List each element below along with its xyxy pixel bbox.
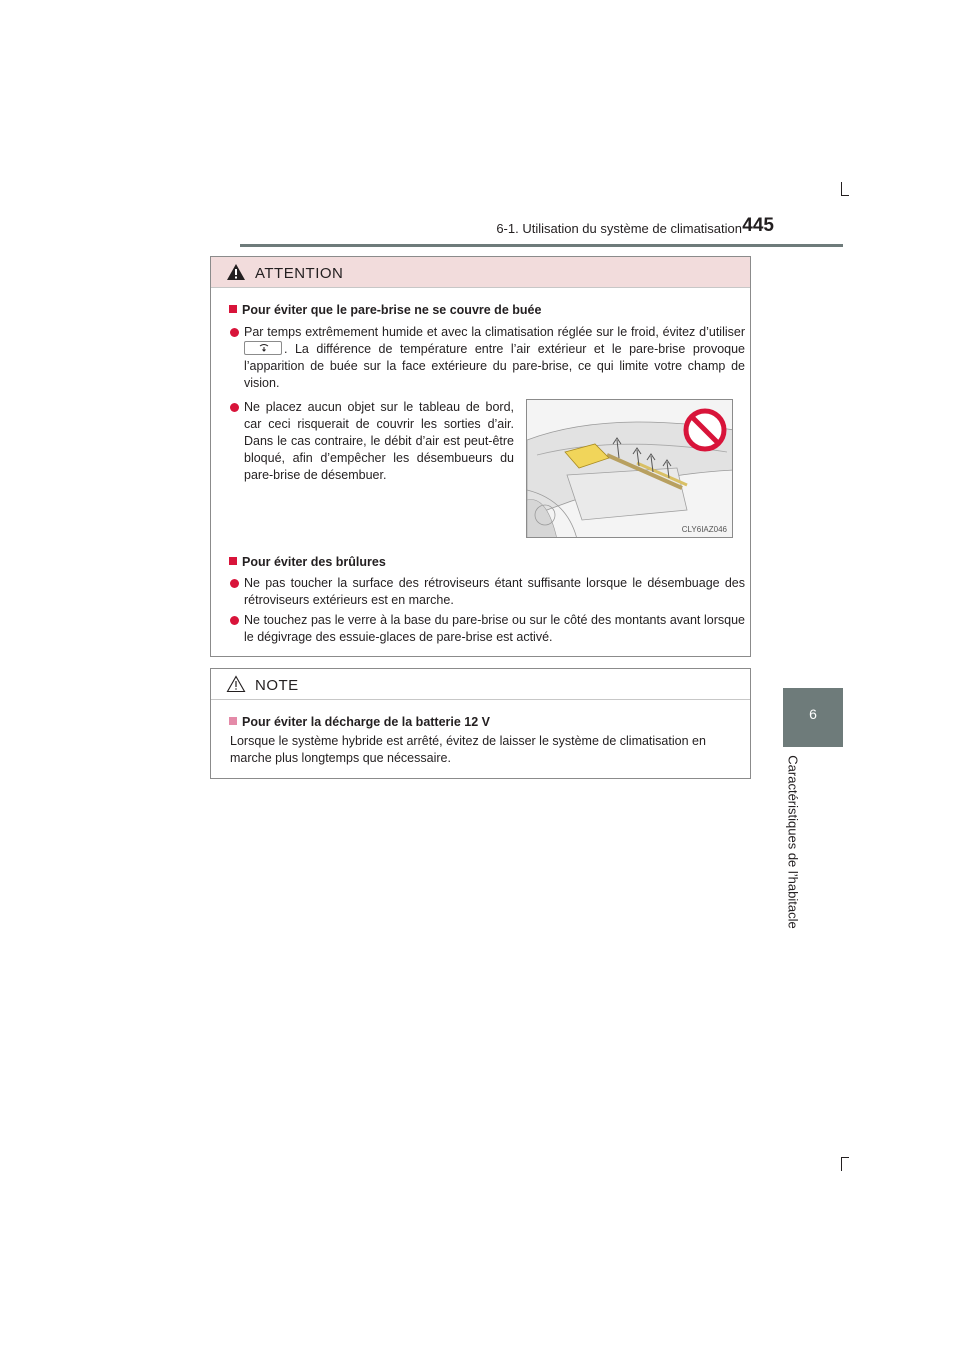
square-bullet-icon (229, 305, 237, 313)
chapter-tab (783, 688, 843, 747)
note-text: Lorsque le système hybride est arrêté, évitez de laisser le système de climatisation en marche plus longtemps que nécessaire. (230, 734, 706, 765)
figure-code: CLY6IAZ046 (681, 525, 727, 534)
crop-mark-top (841, 182, 842, 196)
note-box (210, 668, 751, 779)
attention-label: ATTENTION (255, 265, 344, 282)
bullet-icon (230, 403, 239, 412)
crop-mark-bottom (841, 1157, 849, 1158)
bullet-icon (230, 579, 239, 588)
attention-header (211, 257, 750, 288)
page-number: 445 (742, 215, 774, 236)
windshield-defog-button-icon (244, 341, 282, 355)
header-rule (240, 244, 843, 247)
bullet-icon (230, 616, 239, 625)
chapter-label (782, 752, 804, 932)
section-title: 6-1. Utilisation du système de climatisation (496, 221, 742, 236)
list-item: Ne pas toucher la surface des rétroviseurs étant suffisante lorsque le désembuage des rétroviseurs extérieurs est en marche. (230, 575, 745, 609)
caution-icon (226, 675, 246, 693)
section-heading: Pour éviter que le pare-brise ne se couvre de buée (229, 303, 541, 317)
section-heading: Pour éviter la décharge de la batterie 12 V (229, 715, 490, 729)
page-header (210, 212, 842, 242)
list-item: Ne placez aucun objet sur le tableau de bord, car ceci risquerait de couvrir les sorties d’air. Dans le cas contraire, le débit d’air est peut-être bloqué, afin d’empêcher les désembueurs du pare-brise de désembuer. (230, 399, 514, 484)
chapter-number: 6 (809, 706, 817, 722)
list-item: Ne touchez pas le verre à la base du pare-brise ou sur le côté des montants avant lorsque le dégivrage des essuie-glaces de pare-brise est activé. (230, 612, 745, 646)
square-bullet-icon (229, 557, 237, 565)
note-header (211, 669, 750, 700)
dashboard-drawing (527, 400, 733, 538)
square-bullet-icon (229, 717, 237, 725)
note-label: NOTE (255, 677, 299, 694)
section-heading: Pour éviter des brûlures (229, 555, 386, 569)
list-item: Par temps extrêmement humide et avec la climatisation réglée sur le froid, évitez d’utiliser . La différence de température entre l’air extérieur et le pare-brise provoque l’apparition de buée sur la face extérieure du pare-brise, ce qui limite votre champ de vision. (230, 324, 745, 392)
bullet-icon (230, 328, 239, 337)
crop-mark-top (841, 195, 849, 196)
dashboard-illustration (526, 399, 733, 538)
crop-mark-bottom (841, 1157, 842, 1171)
warning-icon (226, 263, 246, 281)
chapter-label-text: Caractéristiques de l’habitacle (785, 755, 801, 929)
